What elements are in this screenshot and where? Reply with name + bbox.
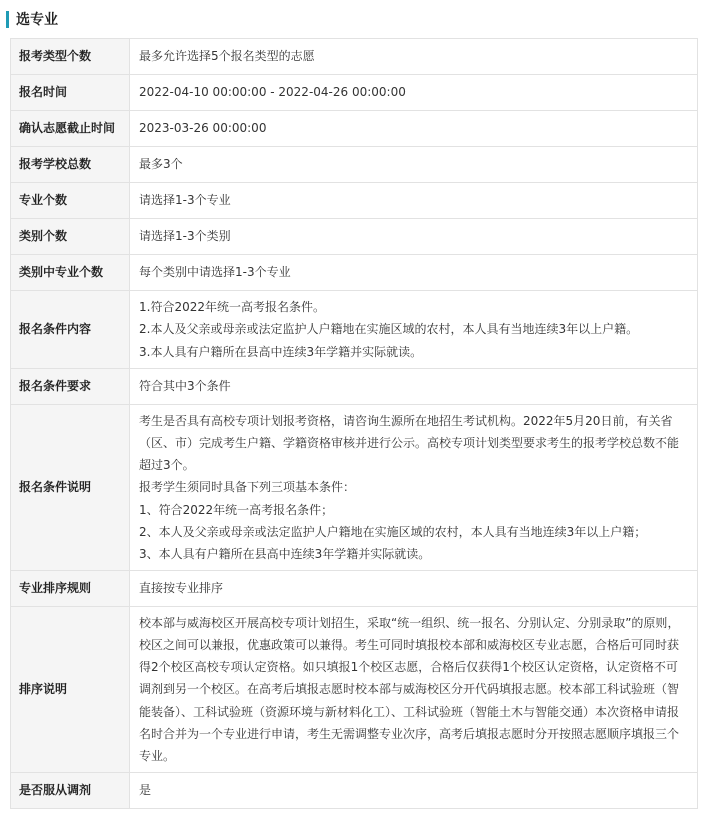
row-label: 排序说明 [11,607,130,773]
row-label: 专业排序规则 [11,571,130,607]
table-row [11,39,698,75]
row-value [130,291,698,369]
table-row [11,291,698,369]
description-line: 3、本人具有户籍所在县高中连续3年学籍并实际就读。 [139,547,431,561]
description-line: 2、本人及父亲或母亲或法定监护人户籍地在实施区域的农村，本人具有当地连续3年以上户籍； [139,524,647,539]
row-label: 报名时间 [11,75,130,111]
condition-line: 1.符合2022年统一高考报名条件。 [139,300,325,315]
row-label: 报名条件要求 [11,369,130,405]
section-header [0,0,709,38]
row-label: 是否服从调剂 [11,773,130,809]
row-value: 最多允许选择5个报名类型的志愿 [130,39,698,75]
table-row [11,183,698,219]
row-label: 报名条件内容 [11,291,130,369]
row-value: 2023-03-26 00:00:00 [130,111,698,147]
table-row [11,405,698,571]
row-label: 类别中专业个数 [11,255,130,291]
row-value: 校本部与威海校区开展高校专项计划招生，采取“统一组织、统一报名、分别认定、分别录取”的原则，校区之间可以兼报，优惠政策可以兼得。考生可同时填报校本部和威海校区专业志愿，合格后可同时获得2个校区高校专项认定资格。如只填报1个校区志愿，合格后仅获得1个校区认定资格，认定资格不可调剂到另一个校区。在高考后填报志愿时校本部与威海校区分开代码填报志愿。校本部工科试验班（智能装备）、工科试验班（资源环境与新材料化工）、工科试验班（智能土木与智能交通）本次资格申请报名时合并为一个专业进行申请，考生无需调整专业次序，高考后填报志愿时分开按照志愿顺序填报三个专业。 [130,607,698,773]
condition-line: 3.本人具有户籍所在县高中连续3年学籍并实际就读。 [139,344,423,359]
row-value: 是 [130,773,698,809]
row-value: 请选择1-3个类别 [130,219,698,255]
row-value: 2022-04-10 00:00:00 - 2022-04-26 00:00:00 [130,75,698,111]
section-title: 选专业 [16,12,58,28]
row-value [130,405,698,571]
row-value: 符合其中3个条件 [130,369,698,405]
accent-bar [6,11,9,28]
description-line: 考生是否具有高校专项计划报考资格，请咨询生源所在地招生考试机构。2022年5月20日前，有关省（区、市）完成考生户籍、学籍资格审核并进行公示。高校专项计划类型要求考生的报考学校总数不能超过3个。 [139,413,680,473]
row-label: 类别个数 [11,219,130,255]
row-label: 确认志愿截止时间 [11,111,130,147]
table-row [11,571,698,607]
row-label: 报考类型个数 [11,39,130,75]
description-line: 1、符合2022年统一高考报名条件； [139,502,334,517]
table-row [11,111,698,147]
row-value: 直接按专业排序 [130,571,698,607]
table-row [11,255,698,291]
table-row [11,773,698,809]
row-value: 请选择1-3个专业 [130,183,698,219]
description-line: 报考学生须同时具备下列三项基本条件： [139,480,356,495]
row-value: 最多3个 [130,147,698,183]
row-label: 报名条件说明 [11,405,130,571]
table-row [11,75,698,111]
table-row [11,369,698,405]
condition-line: 2.本人及父亲或母亲或法定监护人户籍地在实施区域的农村，本人具有当地连续3年以上户籍。 [139,322,639,337]
table-row [11,607,698,773]
table-row [11,147,698,183]
row-label: 专业个数 [11,183,130,219]
table-row [11,219,698,255]
row-label: 报考学校总数 [11,147,130,183]
info-table [10,38,698,809]
row-value: 每个类别中请选择1-3个专业 [130,255,698,291]
